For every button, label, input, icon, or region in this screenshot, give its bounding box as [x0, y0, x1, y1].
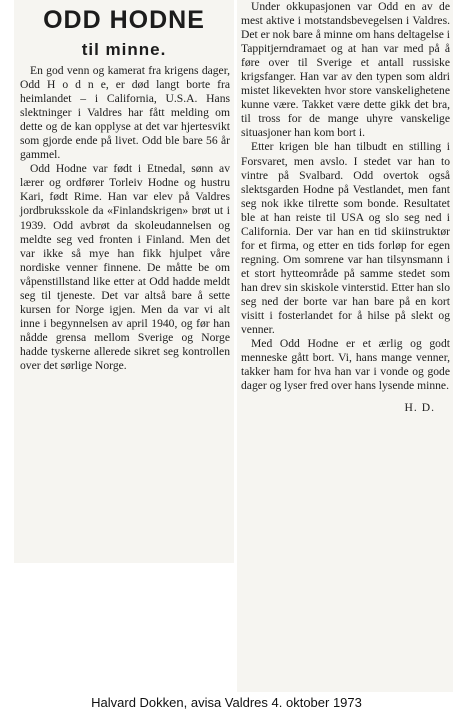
- article-title: ODD HODNE: [43, 6, 205, 34]
- article-subtitle: til minne.: [81, 40, 167, 59]
- paragraph: En god venn og kamerat fra krigens dager, Odd H o d n e, er død langt borte fra heimlandet – i California, U.S.A. Hans slektninger i Valdres har fått melding om dette og de kan opplyse at det var hjertesvikt som gjorde ende på livet. Odd ble bare 56 år gammel.: [20, 64, 230, 162]
- paragraph: Odd Hodne var født i Etnedal, sønn av lærer og ordfører Torleiv Hodne og hustru Kari, født Rime. Han var elev på Valdres jordbruksskole da «Finlandskrigen» brøt ut i 1939. Odd avbrøt da skoleudannelsen og meldte seg ved fronten i Finland. Men det var ikke så mye han fikk hjulpet våre nordiske venner finnene. De måtte be om våpenstillstand like etter at Odd hadde meldt seg til tjeneste. Det var altså bare å sette kursen for Norge igjen. Men da var vi alt inne i begynnelsen av april 1940, og før han nådde grensa mellom Sverige og Norge hadde tyskerne allerede sikret seg kontrollen over det sørlige Norge.: [20, 162, 230, 372]
- left-column-text: [14, 64, 234, 373]
- image-caption: Halvard Dokken, avisa Valdres 4. oktober 1973: [91, 695, 362, 710]
- article-left-column-clipping: [14, 0, 234, 563]
- article-right-column-clipping: [237, 0, 453, 692]
- paragraph: Med Odd Hodne er et ærlig og godt menneske gått bort. Vi, hans mange venner, takker ham for hva han var i vonde og gode dager og lyser fred over hans lysende minne.: [241, 337, 450, 393]
- author-signature: H. D.: [404, 401, 435, 415]
- paragraph: Etter krigen ble han tilbudt en stilling i Forsvaret, men avslo. I stedet var han to vintre på Svalbard. Odd overtok også slektsgarden Hodne på Vestlandet, men fant seg nok ikke tilrette som bonde. Resultatet ble at han reiste til USA og slo seg ned i California. Der var han en tid skiinstruktør for et firma, og etter en tids forløp for egen regning. Om somrene var han tilsynsmann i et stort hytteområde på samme stedet som han drev sin skiskole vinterstid. Etter han slo seg ned der borte var han bare på en kort visitt i fosterlandet for å hilse på slekt og venner.: [241, 140, 450, 337]
- right-column-text: [237, 0, 453, 393]
- paragraph: Under okkupasjonen var Odd en av de mest aktive i motstandsbevegelsen i Valdres. Det er nok bare å minne om hans deltagelse i Tappitjerndramaet og at han var med på å føre over til Sverige et antall russiske krigsfanger. Han var av den typen som aldri mistet likevekten hvor store vanskelighetene kunne være. Takket være dette gikk det bra, til tross for de mange uhyre vanskelige situasjoner han kom bort i.: [241, 0, 450, 140]
